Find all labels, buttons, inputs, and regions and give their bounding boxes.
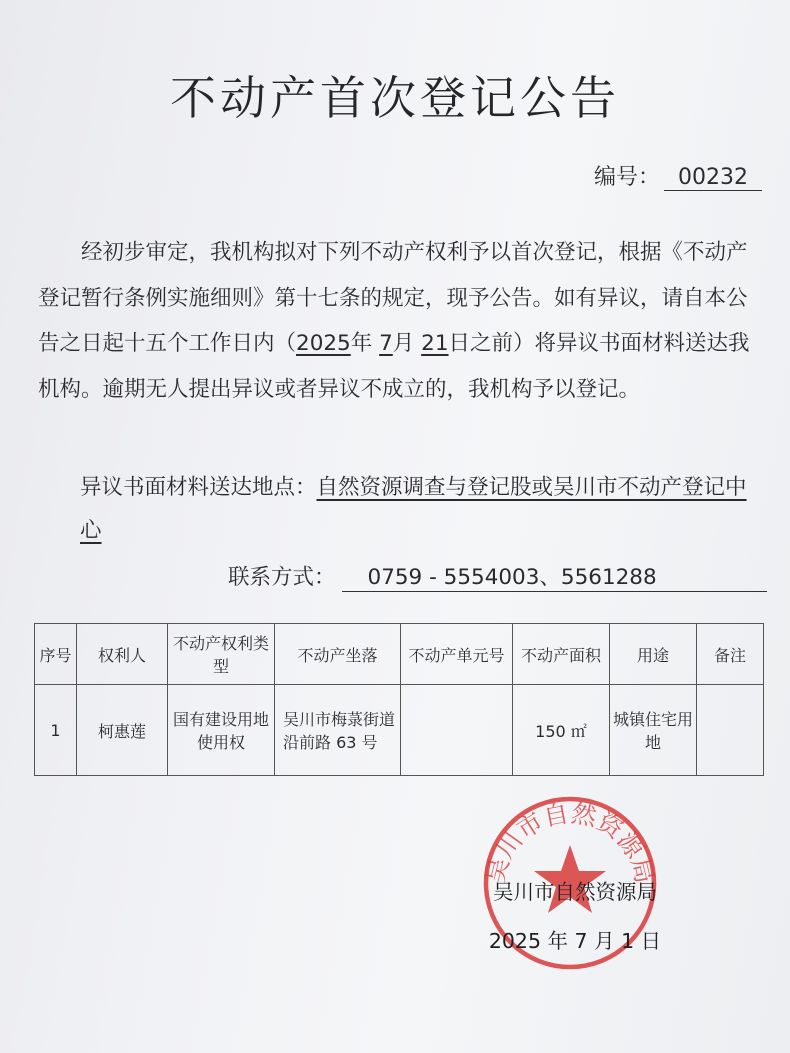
cell-location: 吴川市梅菉街道沿前路 63 号 [275, 685, 401, 776]
notice-number-label: 编号： [594, 165, 661, 190]
table-row [35, 685, 764, 776]
objection-address [80, 466, 755, 552]
body-text-1: 经初步审定，我机构拟对下列不动产权利予以首次登记，根据《不动产登记暂行条例实施细则》第十七条的规定，现予公告。如有异议，请自本公告之日起十五个工作日内（ [38, 240, 748, 356]
property-table [34, 623, 764, 776]
seal-text: 吴川市自然资源局 [480, 798, 660, 887]
contact-info [228, 560, 767, 592]
notice-title: 不动产首次登记公告 [170, 71, 620, 125]
header-usage: 用途 [610, 624, 697, 685]
header-remarks: 备注 [697, 624, 764, 685]
objection-address-value: 自然资源调查与登记股或吴川市不动产登记中心 [80, 475, 747, 543]
signature-block [460, 868, 690, 966]
deadline-year: 2025 [296, 331, 351, 356]
body-text-2: 日之前）将异议书面材料送达我机构。逾期无人提出异议或者异议不成立的，我机构予以登记。 [38, 331, 750, 402]
deadline-day: 21 [421, 331, 449, 356]
notice-number [594, 160, 762, 191]
cell-area: 150 ㎡ [513, 685, 610, 776]
cell-right-type: 国有建设用地使用权 [168, 685, 275, 776]
cell-owner: 柯惠莲 [77, 685, 168, 776]
deadline-year-unit: 年 [350, 331, 373, 356]
cell-usage: 城镇住宅用地 [610, 685, 697, 776]
signature-org: 吴川市自然资源局 [493, 880, 657, 904]
contact-label: 联系方式： [228, 565, 336, 590]
cell-remarks [697, 685, 764, 776]
header-location: 不动产坐落 [275, 624, 401, 685]
objection-address-label: 异议书面材料送达地点： [80, 475, 317, 500]
cell-unit-number [401, 685, 513, 776]
contact-phone: 0759 - 5554003、5561288 [342, 560, 767, 592]
cell-serial: 1 [35, 685, 77, 776]
header-owner: 权利人 [77, 624, 168, 685]
notice-body [38, 230, 753, 412]
signature-date: 2025 年 7 月 1 日 [488, 929, 662, 953]
notice-number-value: 00232 [664, 165, 762, 191]
table-header-row [35, 624, 764, 685]
deadline-month: 7 [379, 331, 393, 356]
header-right-type: 不动产权利类型 [168, 624, 275, 685]
header-area: 不动产面积 [513, 624, 610, 685]
header-serial: 序号 [35, 624, 77, 685]
header-unit-number: 不动产单元号 [401, 624, 513, 685]
deadline-month-unit: 月 [392, 331, 415, 356]
